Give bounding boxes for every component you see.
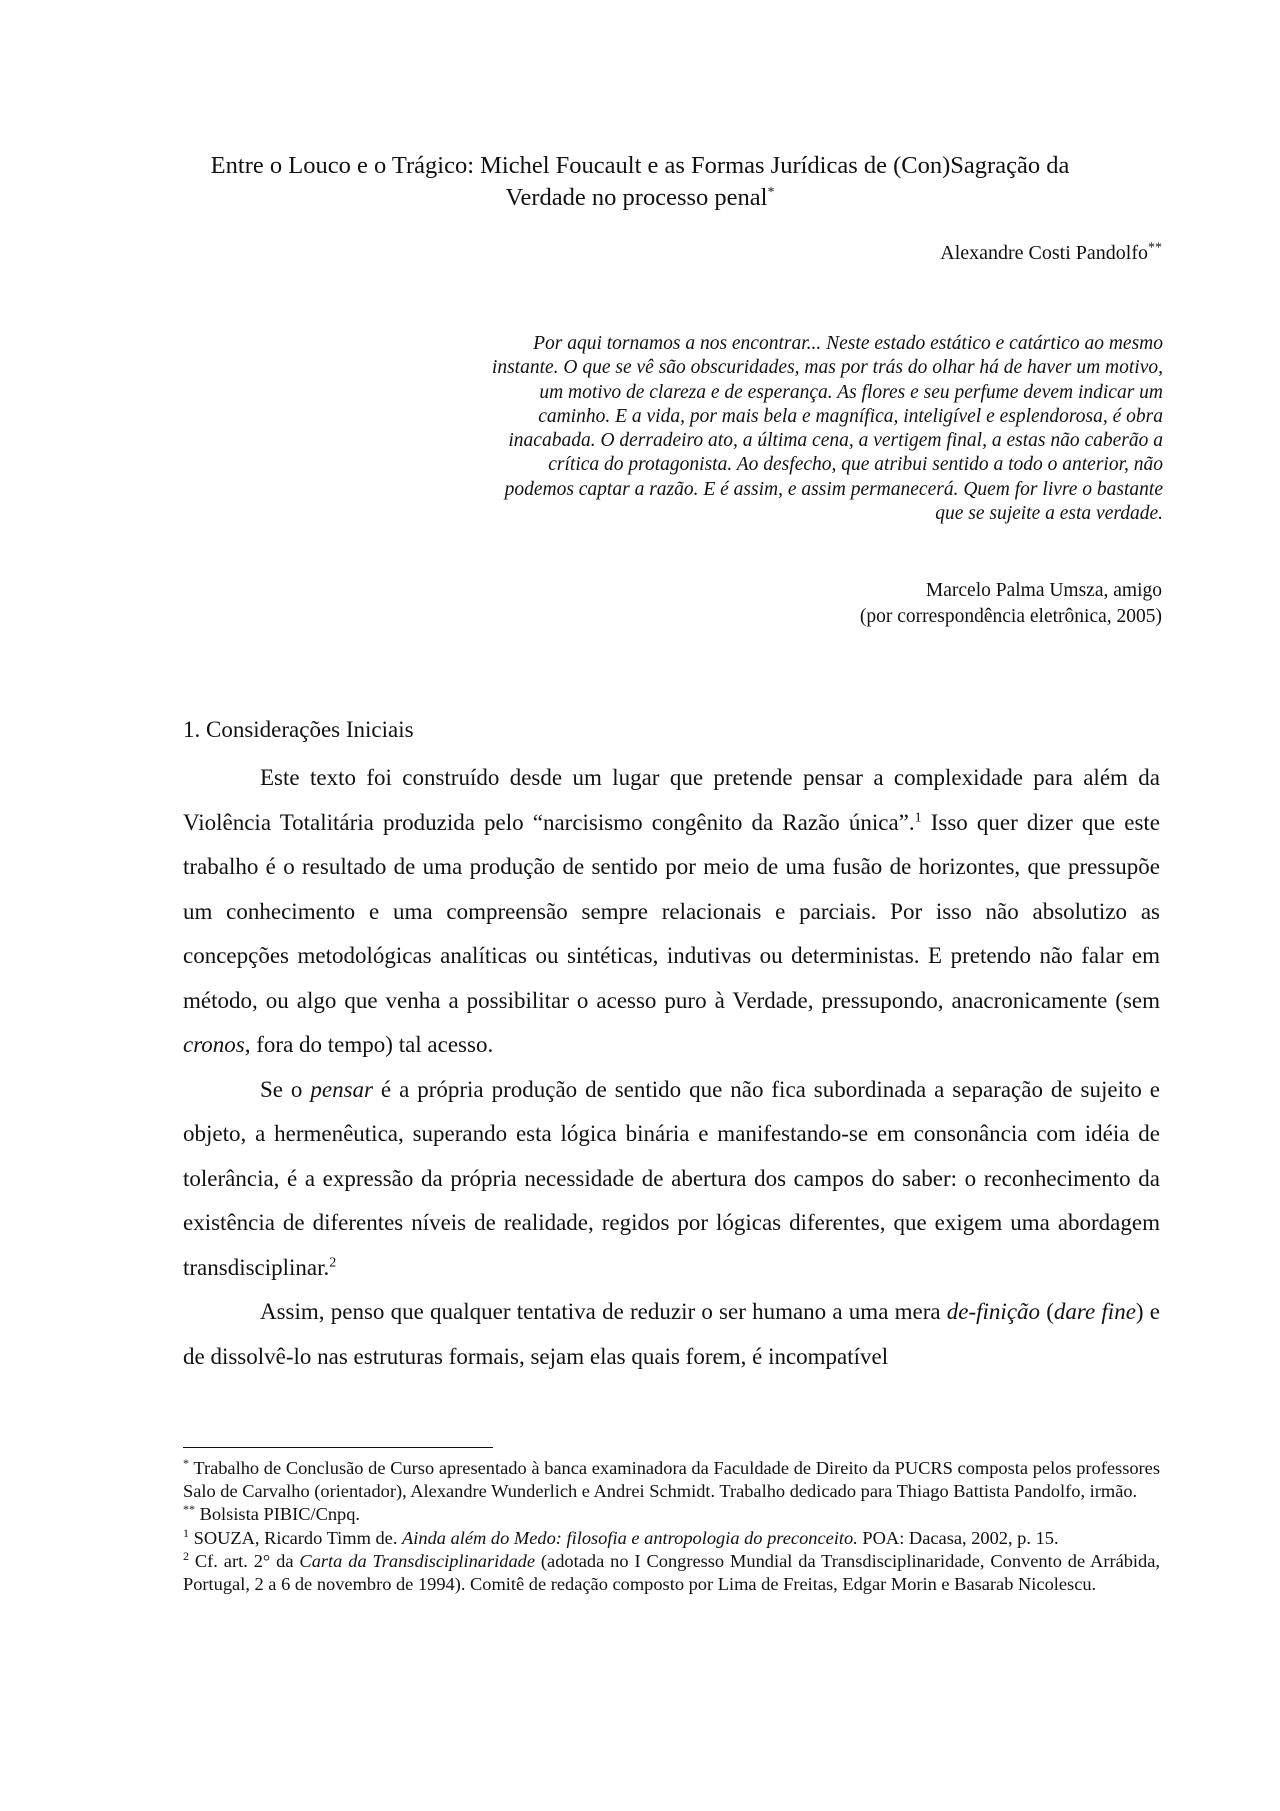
p3-text-a: Assim, penso que qualquer tentativa de reduzir o ser humano a uma mera xyxy=(260,1299,947,1324)
p3-text-c: ) e de dissolvê-lo nas estruturas formais, sejam elas quais forem, é incompatível xyxy=(183,1299,1160,1369)
section-heading: 1. Considerações Iniciais xyxy=(183,717,414,742)
author-text: Alexandre Costi Pandolfo xyxy=(940,242,1148,264)
body-text xyxy=(183,756,1160,1379)
p3-italic-2: dare fine xyxy=(1053,1299,1136,1324)
footnote-2 xyxy=(183,1550,1160,1596)
footnote-1-text-b: POA: Dacasa, 2002, p. 15. xyxy=(857,1527,1059,1548)
title-footnote-mark: * xyxy=(767,184,775,200)
p3-italic-1: de-finição xyxy=(946,1299,1041,1324)
title-line-2-text: Verdade no processo penal xyxy=(505,184,768,211)
title-line-2 xyxy=(140,182,1140,214)
attribution-source: (por correspondência eletrônica, 2005) xyxy=(859,606,1162,627)
footnote-star-mark: * xyxy=(183,1455,189,1470)
paragraph-2 xyxy=(183,1068,1160,1291)
footnote-divider xyxy=(183,1447,493,1448)
footnote-1-text-a: SOUZA, Ricardo Timm de. xyxy=(189,1527,403,1548)
attribution-name: Marcelo Palma Umsza, amigo xyxy=(925,580,1162,601)
epigraph-attribution xyxy=(860,578,1162,630)
footnotes xyxy=(183,1457,1160,1596)
author-footnote-mark: ** xyxy=(1148,240,1162,256)
footnote-2-italic: Carta da Transdisciplinaridade xyxy=(299,1550,536,1571)
footnote-double-star-text: Bolsista PIBIC/Cnpq. xyxy=(195,1504,361,1525)
footnote-ref-2: 2 xyxy=(329,1254,337,1270)
epigraph xyxy=(490,332,1163,526)
p2-text-b: é a própria produção de sentido que não fica subordinada a separação de sujeito e objeto, a hermenêutica, superando esta lógica binária e manifestando-se em consonância com idéia de tolerância, é a expressão da própria necessidade de abertura dos campos do saber: o reconhecimento da existência de diferentes níveis de realidade, regidos por lógicas diferentes, que exigem uma abordagem transdisciplinar. xyxy=(183,1076,1161,1280)
footnote-star xyxy=(183,1457,1160,1503)
p3-text-b: ( xyxy=(1040,1299,1054,1324)
footnote-double-star-mark: ** xyxy=(183,1502,195,1517)
p1-text-a: Este texto foi construído desde um lugar que pretende pensar a complexidade para além da Violência Totalitária produzida pelo “narcisismo congênito da Razão única”. xyxy=(183,765,1160,835)
paragraph-3 xyxy=(183,1290,1160,1379)
footnote-double-star xyxy=(183,1503,1160,1526)
author-name xyxy=(940,242,1162,265)
footnote-1-italic: Ainda além do Medo: filosofia e antropologia do preconceito. xyxy=(402,1527,858,1548)
footnote-star-text: Trabalho de Conclusão de Curso apresentado à banca examinadora da Faculdade de Direito da PUCRS composta pelos professores Salo de Carvalho (orientador), Alexandre Wunderlich e Andrei Schmidt. Trabalho dedicado para Thiago Battista Pandolfo, irmão. xyxy=(183,1458,1160,1502)
footnote-ref-1: 1 xyxy=(914,809,922,825)
p1-text-c: , fora do tempo) tal acesso. xyxy=(244,1032,494,1057)
footnote-2-mark: 2 xyxy=(183,1548,189,1563)
paragraph-1 xyxy=(183,756,1160,1068)
p1-text-b: Isso quer dizer que este trabalho é o resultado de uma produção de sentido por meio de uma fusão de horizontes, que pressupõe um conhecimento e uma compreensão sempre relacionais e parciais. Por isso não absolutizo as concepções metodológicas analíticas ou sintéticas, indutivas ou deterministas. E pretendo não falar em método, ou algo que venha a possibilitar o acesso puro à Verdade, pressupondo, anacronicamente (sem xyxy=(183,809,1160,1013)
p2-italic: pensar xyxy=(310,1076,373,1102)
footnote-2-text-b: (adotada no I Congresso Mundial da Transdisciplinaridade, Convento de Arrábida, Portugal, 2 a 6 de novembro de 1994). Comitê de redação composto por Lima de Freitas, Edgar Morin e Basarab Nicolescu. xyxy=(183,1550,1160,1595)
epigraph-text: Por aqui tornamos a nos encontrar... Neste estado estático e catártico ao mesmo instante. O que se vê são obscuridades, mas por trás do olhar há de haver um motivo, um motivo de clareza e de esperança. As flores e seu perfume devem indicar um caminho. E a vida, por mais bela e magnífica, inteligível e esplendorosa, é obra inacabada. O derradeiro ato, a última cena, a vertigem final, a estas não caberão a crítica do protagonista. Ao desfecho, que atribui sentido a todo o anterior, não podemos captar a razão. E é assim, e assim permanecerá. Quem for livre o bastante que se sujeite a esta verdade. xyxy=(491,333,1163,525)
footnote-1-mark: 1 xyxy=(183,1525,189,1540)
footnote-1 xyxy=(183,1527,1160,1550)
page-title xyxy=(140,150,1140,214)
p2-text-a: Se o xyxy=(260,1076,311,1102)
p1-italic: cronos xyxy=(183,1032,245,1057)
title-line-1: Entre o Louco e o Trágico: Michel Foucault e as Formas Jurídicas de (Con)Sagração da xyxy=(210,152,1070,179)
footnote-2-text-a: Cf. art. 2° da xyxy=(189,1550,300,1571)
